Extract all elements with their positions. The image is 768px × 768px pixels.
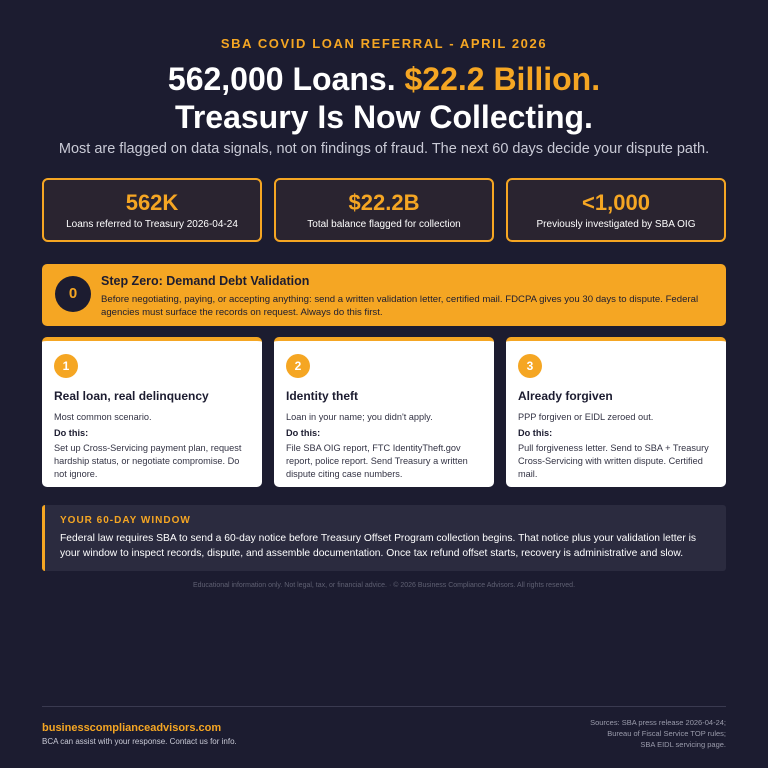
scenario-title: Real loan, real delinquency	[54, 389, 209, 403]
stat-card-investigated	[506, 178, 726, 242]
stat-label: Previously investigated by SBA OIG	[536, 219, 696, 230]
headline-loans: 562,000 Loans.	[167, 61, 396, 97]
scenario-description: Loan in your name; you didn't apply.	[286, 412, 433, 422]
stat-value: <1,000	[582, 190, 650, 215]
scenario-action: Set up Cross-Servicing payment plan, request hardship status, or negotiate compromise. Do not ignore.	[54, 443, 242, 479]
source-line: SBA EIDL servicing page.	[640, 740, 726, 749]
headline-line2: Treasury Is Now Collecting.	[175, 99, 593, 135]
scenario-do-label: Do this:	[286, 428, 321, 438]
source-line: Bureau of Fiscal Service TOP rules;	[607, 729, 726, 738]
stat-label: Total balance flagged for collection	[307, 219, 461, 230]
scenario-do-label: Do this:	[54, 428, 89, 438]
scenario-number-badge: 2	[286, 354, 310, 378]
headline	[0, 60, 768, 136]
scenario-action: File SBA OIG report, FTC IdentityTheft.gov report, police report. Send Treasury a written dispute citing case numbers.	[286, 443, 468, 479]
scenario-title: Already forgiven	[518, 389, 613, 403]
scenario-do-label: Do this:	[518, 428, 553, 438]
step-zero-badge: 0	[55, 276, 91, 312]
scenario-card-forgiven	[506, 337, 726, 487]
stat-value: 562K	[125, 190, 179, 215]
scenario-description: Most common scenario.	[54, 412, 152, 422]
scenario-number-badge: 3	[518, 354, 542, 378]
stat-label: Loans referred to Treasury 2026-04-24	[66, 219, 238, 230]
scenario-number-badge: 1	[54, 354, 78, 378]
scenario-title: Identity theft	[286, 389, 358, 403]
window-title: YOUR 60-DAY WINDOW	[60, 515, 191, 526]
step-zero-body: Before negotiating, paying, or accepting anything: send a written validation letter, certified mail. FDCPA gives you 30 days to dispute. Federal agencies must surface the records on request. Always do this first.	[101, 294, 699, 318]
subhead: Most are flagged on data signals, not on findings of fraud. The next 60 days decide your dispute path.	[58, 141, 710, 157]
stat-card-loans	[42, 178, 262, 242]
kicker: SBA COVID LOAN REFERRAL - APRIL 2026	[220, 36, 548, 51]
scenario-description: PPP forgiven or EIDL zeroed out.	[518, 412, 654, 422]
window-body: Federal law requires SBA to send a 60-day notice before Treasury Offset Program collection begins. That notice plus your validation letter is your window to inspect records, dispute, and assemble documentation. Once tax refund offset starts, recovery is administrative and slow.	[60, 533, 697, 559]
footer-sources	[486, 717, 726, 750]
disclaimer: Educational information only. Not legal, tax, or financial advice. · © 2026 Business Compliance Advisors. All rights reserved.	[192, 582, 576, 589]
footer-brand-link[interactable]: businesscomplianceadvisors.com	[42, 722, 222, 734]
stat-card-balance	[274, 178, 494, 242]
stats-row	[42, 178, 726, 242]
stat-value: $22.2B	[348, 190, 420, 215]
scenario-card-identity-theft	[274, 337, 494, 487]
footer-divider	[42, 706, 726, 707]
scenario-card-delinquency	[42, 337, 262, 487]
footer-contact: BCA can assist with your response. Contact us for info.	[42, 737, 237, 746]
step-zero-banner	[42, 264, 726, 326]
headline-amount: $22.2 Billion.	[404, 61, 601, 97]
step-zero-title: Step Zero: Demand Debt Validation	[101, 274, 310, 288]
scenario-cards	[42, 337, 726, 487]
scenario-action: Pull forgiveness letter. Send to SBA + Treasury Cross-Servicing with written dispute. Certified mail.	[518, 443, 709, 479]
sixty-day-window-panel	[42, 505, 726, 571]
source-line: Sources: SBA press release 2026-04-24;	[590, 718, 726, 727]
